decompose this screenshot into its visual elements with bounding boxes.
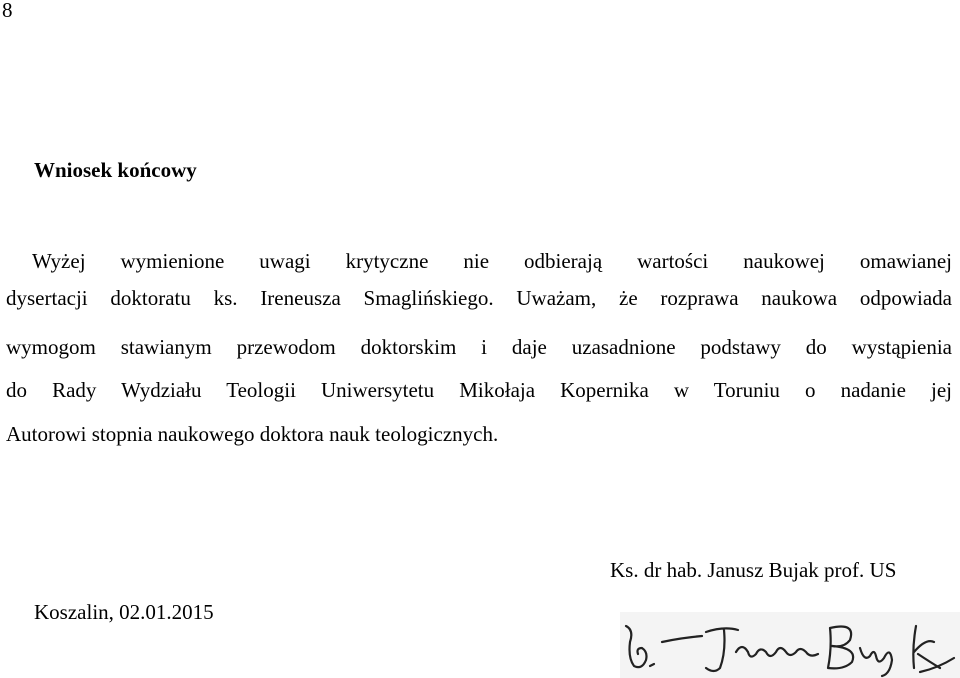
paragraph-line: Autorowi stopnia naukowego doktora nauk teologicznych. [6, 422, 499, 446]
handwritten-signature [620, 612, 960, 678]
paragraph-line: wymogom stawianym przewodom doktorskim i daje uzasadnione podstawy do wystąpienia [6, 335, 952, 359]
paragraph-line: dysertacji doktoratu ks. Ireneusza Smaglińskiego. Uważam, że rozprawa naukowa odpowiada [6, 286, 952, 310]
paragraph-line: Wyżej wymienione uwagi krytyczne nie odbierają wartości naukowej omawianej [32, 249, 952, 273]
page-number: 8 [2, 0, 13, 22]
paragraph-line: do Rady Wydziału Teologii Uniwersytetu Mikołaja Kopernika w Toruniu o nadanie jej [6, 378, 952, 402]
signature-scribble [620, 612, 960, 678]
place-date: Koszalin, 02.01.2015 [34, 600, 214, 624]
signatory-name: Ks. dr hab. Janusz Bujak prof. US [610, 558, 897, 582]
section-heading: Wniosek końcowy [34, 158, 197, 182]
